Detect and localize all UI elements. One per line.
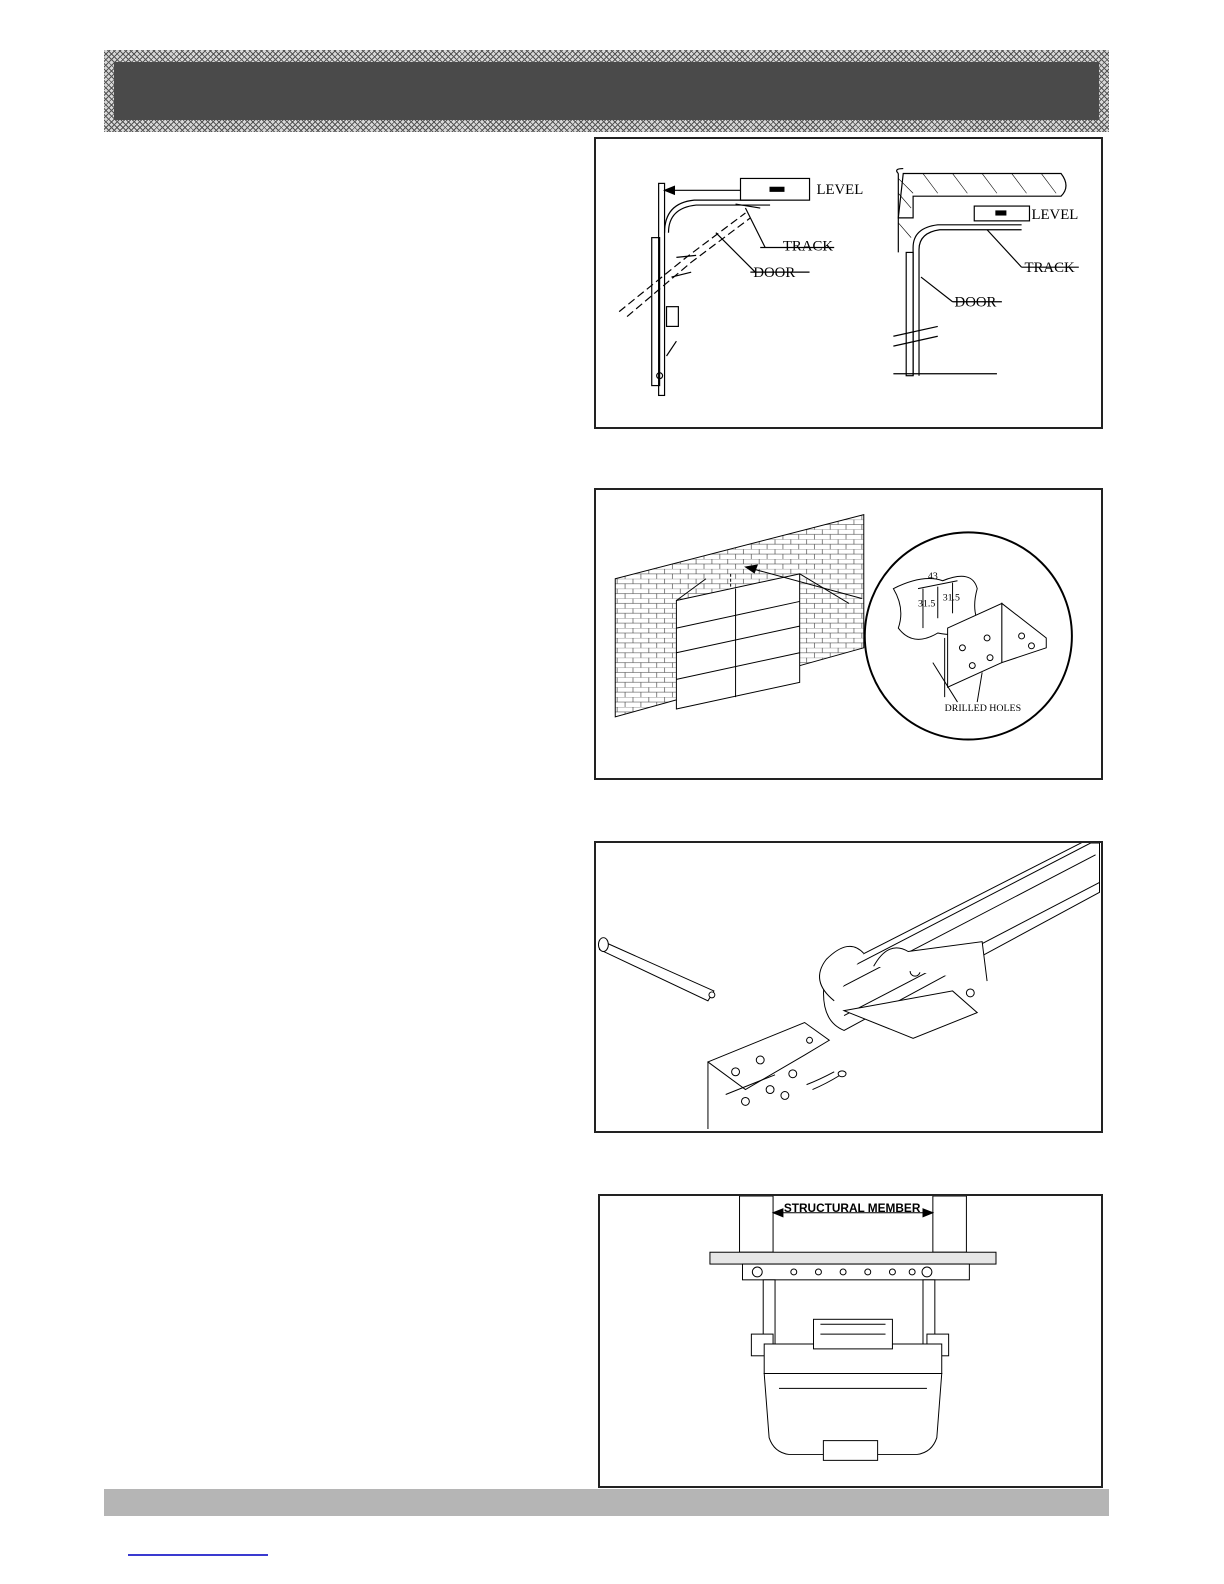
- rail-assembly-diagram: [596, 843, 1101, 1131]
- drilled-holes-diagram: [596, 490, 1101, 778]
- header-band: [104, 50, 1109, 132]
- right-door-label: DOOR: [954, 294, 997, 311]
- figure-rail-assembly: [594, 841, 1103, 1133]
- right-track-label: TRACK: [1024, 260, 1075, 277]
- left-door-label: DOOR: [753, 265, 796, 282]
- level-track-diagram: [596, 139, 1101, 427]
- right-level-label: LEVEL: [1031, 206, 1079, 223]
- dimension-31-5-right: 31.5: [942, 592, 960, 604]
- structural-member-diagram: [600, 1196, 1101, 1486]
- drilled-holes-label: DRILLED HOLES: [944, 702, 1022, 714]
- dimension-43: 43: [927, 570, 938, 582]
- figure-level-track: [594, 137, 1103, 429]
- dimension-31-5-left: 31.5: [918, 598, 936, 610]
- structural-member-label: STRUCTURAL MEMBER: [783, 1200, 921, 1215]
- left-track-label: TRACK: [782, 238, 834, 255]
- footer-link-underline[interactable]: [128, 1554, 268, 1556]
- footer-bar: [104, 1489, 1109, 1516]
- left-level-label: LEVEL: [816, 182, 864, 199]
- header-title-bar: [114, 62, 1099, 120]
- figure-structural-member: [598, 1194, 1103, 1488]
- figure-drilled-holes: [594, 488, 1103, 780]
